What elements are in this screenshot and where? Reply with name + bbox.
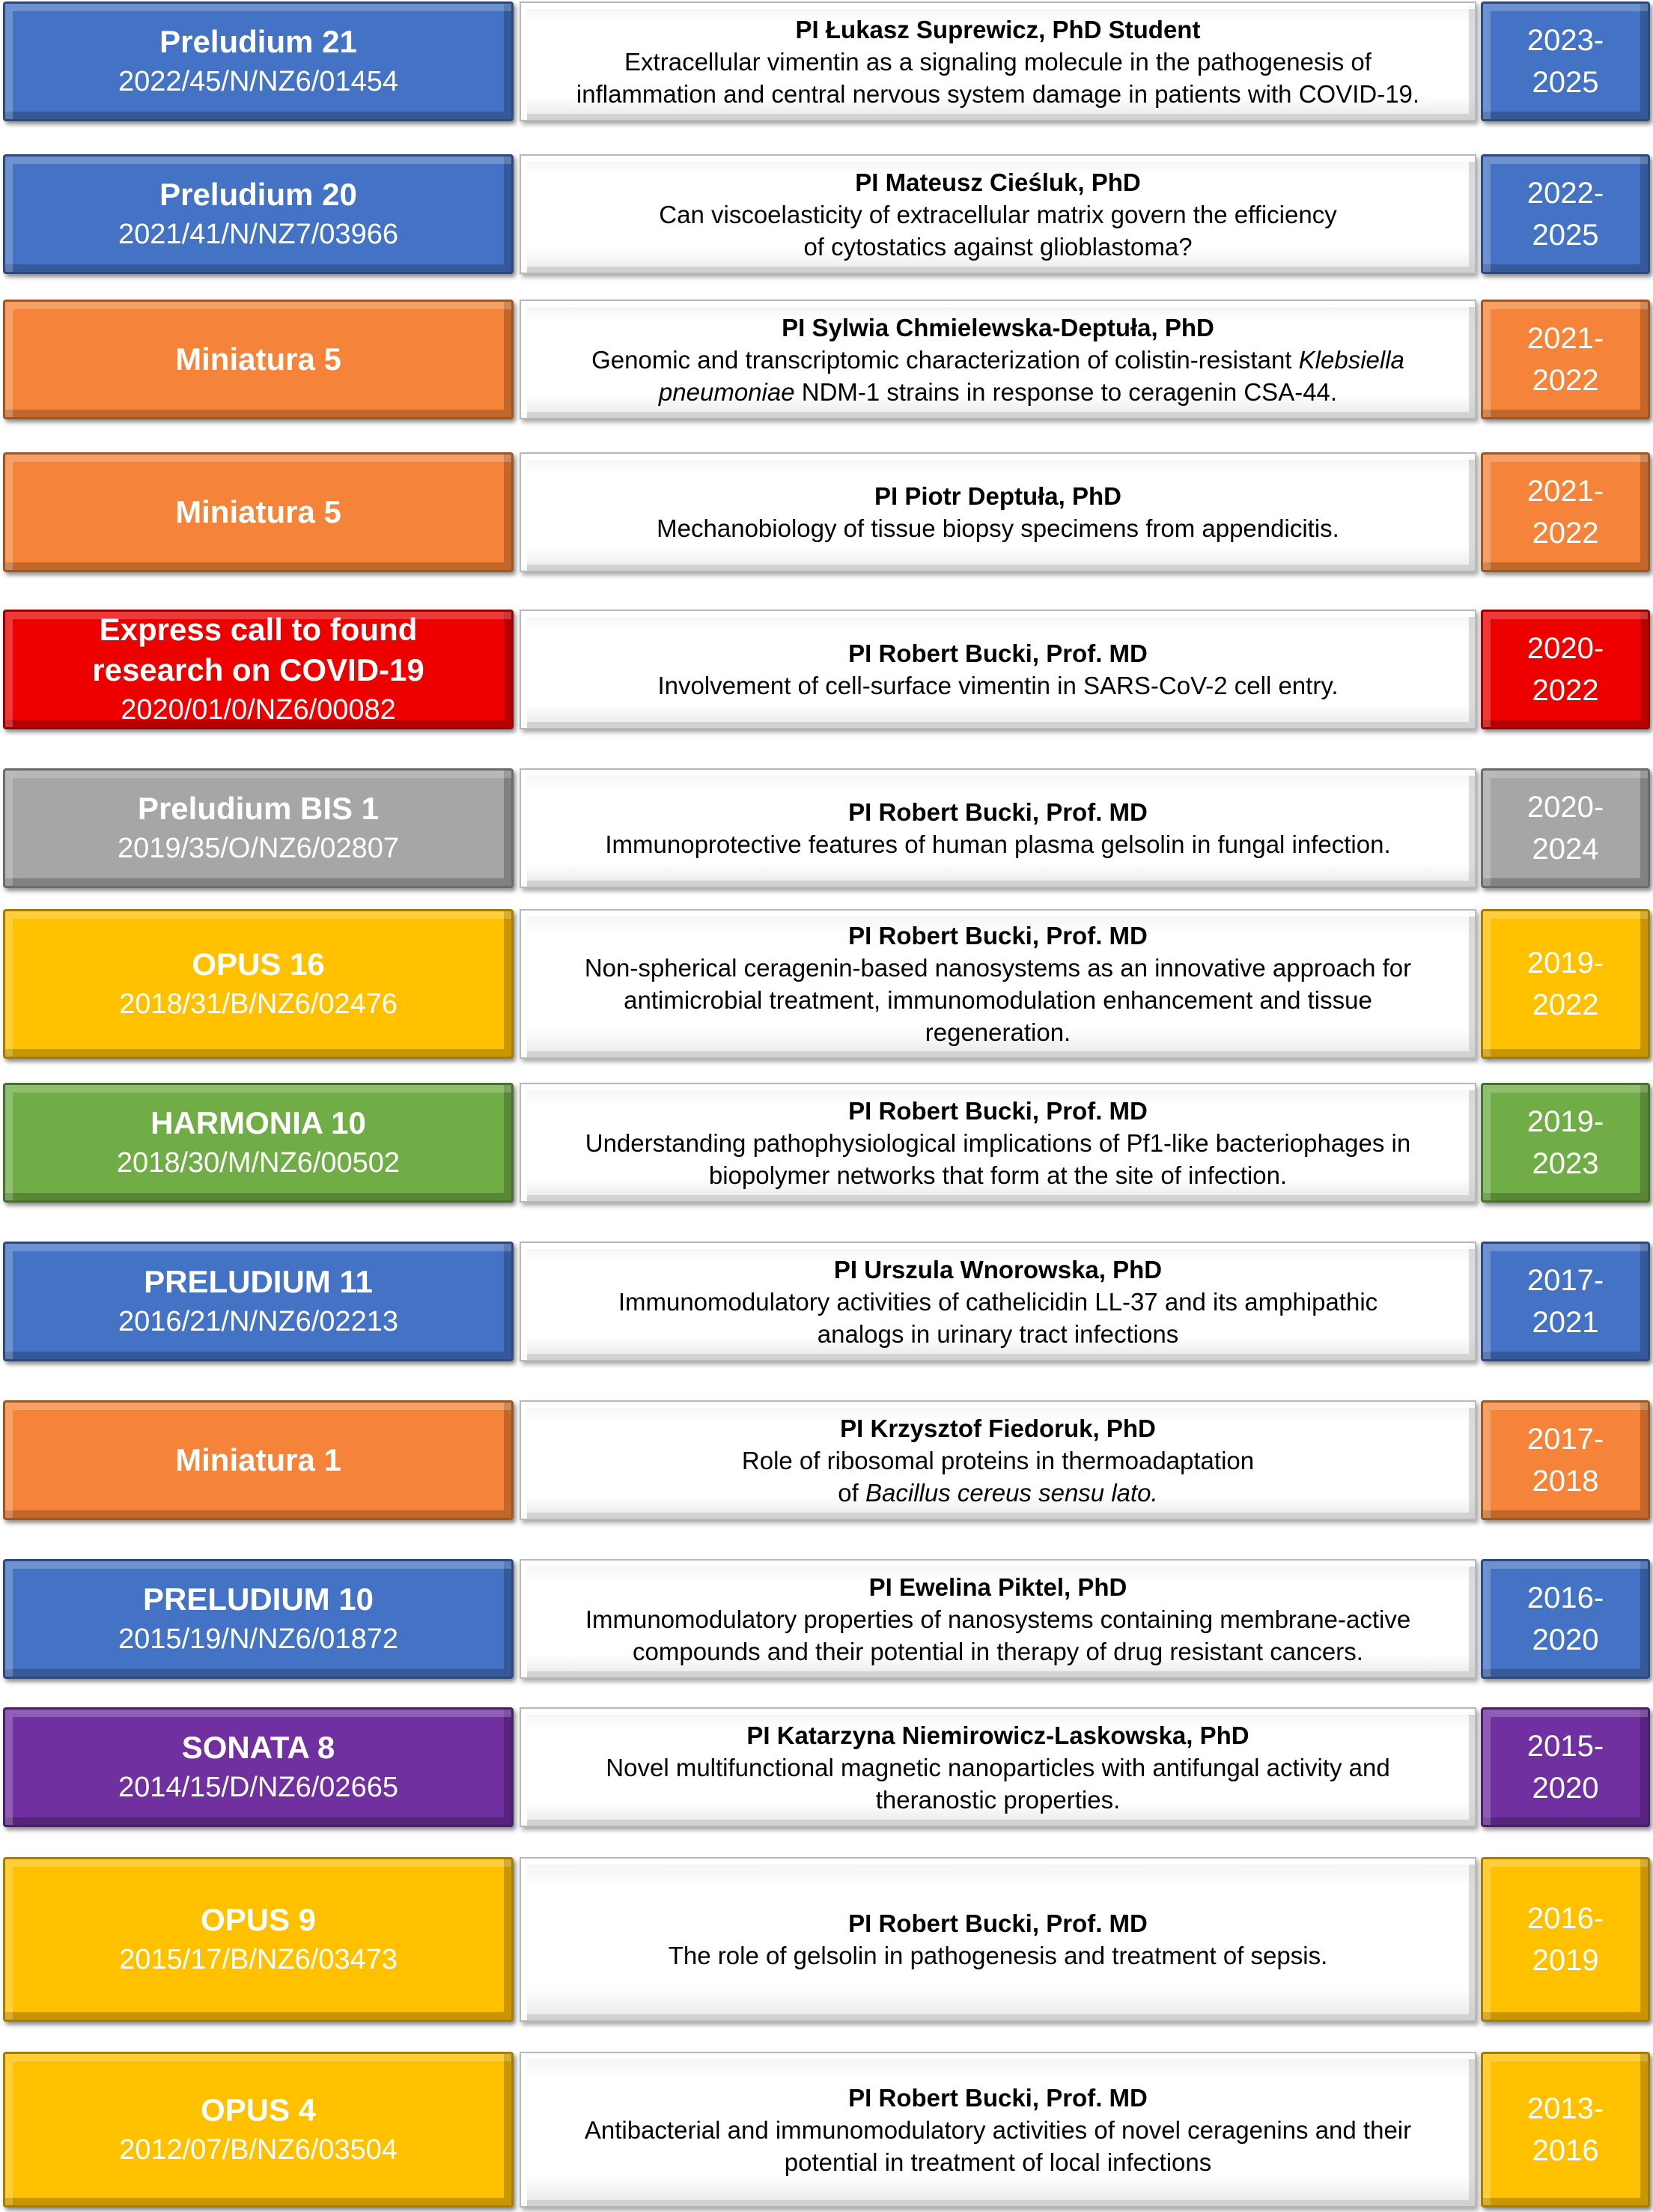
grant-number: 2015/19/N/NZ6/01872 <box>118 1623 398 1655</box>
species-name: Bacillus cereus sensu lato. <box>865 1478 1158 1507</box>
years-box <box>1481 154 1650 274</box>
project-description <box>520 1400 1476 1520</box>
years-box <box>1481 300 1650 419</box>
grant-name: Preludium BIS 1 <box>137 791 380 826</box>
grant-name: SONATA 8 <box>181 1730 335 1765</box>
title-text: biopolymer networks that form at the site of infection. <box>708 1161 1288 1189</box>
project-row <box>0 1 1653 121</box>
start-year: 2022- <box>1526 177 1604 210</box>
grant-number: 2014/15/D/NZ6/02665 <box>118 1772 398 1803</box>
project-row <box>0 300 1653 419</box>
project-description <box>520 610 1476 729</box>
title-text: Antibacterial and immunomodulatory activities of novel ceragenins and their <box>584 2115 1412 2144</box>
end-year: 2020 <box>1532 1623 1599 1656</box>
end-year: 2022 <box>1532 674 1599 707</box>
project-title-line <box>838 1477 1157 1509</box>
grant-box <box>3 1857 514 2022</box>
principal-investigator: PI Robert Bucki, Prof. MD <box>848 1909 1148 1937</box>
grant-name: Miniatura 1 <box>175 1442 341 1477</box>
project-row <box>0 1707 1653 1827</box>
start-year: 2019- <box>1526 1105 1604 1138</box>
grant-name: Preludium 20 <box>159 177 357 212</box>
grant-number: 2020/01/0/NZ6/00082 <box>121 694 396 726</box>
title-text: Genomic and transcriptomic characterization of colistin-resistant <box>591 345 1299 374</box>
end-year: 2019 <box>1532 1944 1599 1977</box>
project-description <box>520 1559 1476 1679</box>
grant-number: 2018/30/M/NZ6/00502 <box>116 1147 401 1179</box>
years-box <box>1481 909 1650 1059</box>
years-box <box>1481 1083 1650 1203</box>
principal-investigator: PI Sylwia Chmielewska-Deptuła, PhD <box>782 313 1214 341</box>
grant-box <box>3 1242 514 1361</box>
project-row <box>0 452 1653 572</box>
title-text: theranostic properties. <box>875 1785 1121 1814</box>
title-text: Extracellular vimentin as a signaling molecule in the pathogenesis of <box>624 47 1372 76</box>
grant-box <box>3 1 514 121</box>
start-year: 2020- <box>1526 791 1604 824</box>
project-title-line <box>876 1784 1121 1816</box>
project-row <box>0 909 1653 1059</box>
project-row <box>0 1857 1653 2022</box>
title-text: analogs in urinary tract infections <box>817 1319 1179 1348</box>
start-year: 2013- <box>1526 2092 1604 2125</box>
project-title-line <box>618 1286 1378 1318</box>
project-description <box>520 2052 1476 2208</box>
project-title-line <box>818 1318 1178 1350</box>
grant-number: 2015/17/B/NZ6/03473 <box>119 1944 398 1975</box>
start-year: 2019- <box>1526 947 1604 979</box>
project-row <box>0 1083 1653 1203</box>
grant-number: 2012/07/B/NZ6/03504 <box>119 2134 398 2166</box>
years-box <box>1481 1400 1650 1520</box>
project-title-line <box>624 46 1372 78</box>
project-title-line <box>606 1751 1389 1784</box>
title-text: Novel multifunctional magnetic nanoparticles with antifungal activity and <box>606 1753 1390 1781</box>
project-title-line <box>585 1127 1411 1159</box>
grant-box <box>3 300 514 419</box>
project-description <box>520 1242 1476 1361</box>
grant-name: OPUS 4 <box>200 2092 317 2127</box>
end-year: 2025 <box>1532 66 1599 99</box>
principal-investigator: PI Mateusz Cieśluk, PhD <box>855 168 1141 196</box>
years-box <box>1481 2052 1650 2208</box>
end-year: 2022 <box>1532 988 1599 1021</box>
title-text: Mechanobiology of tissue biopsy specimens from appendicitis. <box>657 514 1339 542</box>
project-description <box>520 768 1476 888</box>
grant-box <box>3 610 514 729</box>
end-year: 2016 <box>1532 2134 1599 2167</box>
principal-investigator: PI Katarzyna Niemirowicz-Laskowska, PhD <box>746 1721 1249 1749</box>
project-title-line <box>591 344 1404 376</box>
project-description <box>520 1857 1476 2022</box>
principal-investigator: PI Robert Bucki, Prof. MD <box>848 798 1148 826</box>
grant-box <box>3 1559 514 1679</box>
principal-investigator: PI Robert Bucki, Prof. MD <box>848 639 1148 667</box>
end-year: 2021 <box>1532 1306 1599 1339</box>
principal-investigator: PI Robert Bucki, Prof. MD <box>848 2083 1148 2112</box>
project-row <box>0 1242 1653 1361</box>
grant-box <box>3 1083 514 1203</box>
species-name: Klebsiella <box>1298 345 1404 374</box>
grant-number: 2018/31/B/NZ6/02476 <box>119 988 398 1020</box>
grant-number: 2016/21/N/NZ6/02213 <box>118 1306 398 1337</box>
years-box <box>1481 1242 1650 1361</box>
years-box <box>1481 452 1650 572</box>
grant-name: research on COVID-19 <box>92 652 424 687</box>
grant-number: 2019/35/O/NZ6/02807 <box>117 833 400 864</box>
start-year: 2016- <box>1526 1902 1604 1935</box>
project-row <box>0 1400 1653 1520</box>
project-description <box>520 154 1476 274</box>
grant-box <box>3 2052 514 2208</box>
project-title-line <box>659 376 1337 408</box>
start-year: 2023- <box>1526 24 1604 57</box>
project-title-line <box>742 1444 1254 1477</box>
title-text: NDM-1 strains in response to ceragenin CSA-44. <box>794 377 1338 406</box>
principal-investigator: PI Urszula Wnorowska, PhD <box>833 1255 1163 1283</box>
grant-box <box>3 1707 514 1827</box>
title-text: Role of ribosomal proteins in thermoadaptation <box>741 1446 1255 1474</box>
years-box <box>1481 1 1650 121</box>
title-text: of <box>838 1478 865 1507</box>
project-description <box>520 1083 1476 1203</box>
title-text: Non-spherical ceragenin-based nanosystems as an innovative approach for <box>584 954 1412 982</box>
principal-investigator: PI Ewelina Piktel, PhD <box>868 1573 1127 1601</box>
years-box <box>1481 1559 1650 1679</box>
title-text: of cytostatics against glioblastoma? <box>803 232 1193 261</box>
start-year: 2017- <box>1526 1423 1604 1456</box>
principal-investigator: PI Krzysztof Fiedoruk, PhD <box>840 1414 1156 1442</box>
principal-investigator: PI Robert Bucki, Prof. MD <box>848 1096 1148 1125</box>
principal-investigator: PI Piotr Deptuła, PhD <box>874 482 1122 510</box>
start-year: 2015- <box>1526 1730 1604 1763</box>
grant-name: PRELUDIUM 11 <box>144 1264 373 1299</box>
project-title-line <box>657 512 1339 544</box>
title-text: Understanding pathophysiological implications of Pf1-like bacteriophages in <box>585 1128 1411 1157</box>
years-box <box>1481 768 1650 888</box>
years-box <box>1481 1857 1650 2022</box>
project-description <box>520 300 1476 419</box>
grant-number: 2021/41/N/NZ7/03966 <box>118 219 398 250</box>
project-title-line <box>657 669 1338 702</box>
grant-name: Miniatura 5 <box>175 494 341 529</box>
start-year: 2017- <box>1526 1264 1604 1297</box>
species-name: pneumoniae <box>658 377 795 406</box>
end-year: 2022 <box>1532 364 1599 397</box>
title-text: Can viscoelasticity of extracellular matrix govern the efficiency <box>659 200 1337 228</box>
start-year: 2016- <box>1526 1581 1604 1614</box>
project-row <box>0 768 1653 888</box>
project-title-line <box>803 231 1192 263</box>
grant-box <box>3 154 514 274</box>
start-year: 2021- <box>1526 475 1604 508</box>
project-row <box>0 154 1653 274</box>
grant-box <box>3 1400 514 1520</box>
principal-investigator: PI Robert Bucki, Prof. MD <box>848 922 1148 949</box>
grant-box <box>3 452 514 572</box>
grant-name: HARMONIA 10 <box>150 1105 366 1140</box>
end-year: 2022 <box>1532 517 1599 550</box>
project-title-line <box>605 828 1390 860</box>
grant-name: Express call to found <box>99 612 418 647</box>
years-box <box>1481 610 1650 729</box>
project-title-line <box>585 952 1411 984</box>
project-title-line <box>659 198 1336 231</box>
grant-name: Miniatura 5 <box>175 341 341 377</box>
project-row <box>0 1559 1653 1679</box>
title-text: inflammation and central nervous system damage in patients with COVID-19. <box>576 79 1420 108</box>
principal-investigator: PI Łukasz Suprewicz, PhD Student <box>795 15 1201 43</box>
end-year: 2020 <box>1532 1772 1599 1805</box>
project-title-line <box>585 2114 1411 2146</box>
end-year: 2024 <box>1532 833 1599 866</box>
title-text: Immunomodulatory properties of nanosystems containing membrane-active <box>585 1605 1411 1633</box>
project-title-line <box>785 2146 1212 2178</box>
project-title-line <box>925 1016 1071 1048</box>
project-title-line <box>709 1159 1287 1191</box>
end-year: 2025 <box>1532 219 1599 252</box>
project-row <box>0 2052 1653 2208</box>
project-title-line <box>585 1603 1410 1635</box>
title-text: regeneration. <box>925 1018 1071 1046</box>
years-box <box>1481 1707 1650 1827</box>
project-title-line <box>633 1635 1363 1668</box>
project-description <box>520 909 1476 1059</box>
end-year: 2018 <box>1532 1465 1599 1498</box>
project-description <box>520 1 1476 121</box>
start-year: 2020- <box>1526 632 1604 665</box>
project-title-line <box>669 1939 1328 1972</box>
grant-number: 2022/45/N/NZ6/01454 <box>118 66 398 97</box>
title-text: compounds and their potential in therapy of drug resistant cancers. <box>633 1637 1363 1665</box>
project-title-line <box>576 78 1419 110</box>
project-title-line <box>624 984 1372 1016</box>
start-year: 2021- <box>1526 322 1604 355</box>
title-text: Immunoprotective features of human plasma gelsolin in fungal infection. <box>605 830 1391 858</box>
grant-box <box>3 768 514 888</box>
end-year: 2023 <box>1532 1147 1599 1180</box>
grant-name: OPUS 16 <box>192 947 325 982</box>
grant-name: PRELUDIUM 10 <box>142 1581 374 1617</box>
grant-name: OPUS 9 <box>200 1902 317 1937</box>
title-text: Immunomodulatory activities of cathelicidin LL-37 and its amphipathic <box>618 1287 1378 1316</box>
title-text: antimicrobial treatment, immunomodulation enhancement and tissue <box>624 986 1372 1014</box>
project-description <box>520 1707 1476 1827</box>
grant-box <box>3 909 514 1059</box>
project-row <box>0 610 1653 729</box>
grant-name: Preludium 21 <box>159 24 357 59</box>
title-text: potential in treatment of local infections <box>784 2148 1212 2176</box>
title-text: The role of gelsolin in pathogenesis and treatment of sepsis. <box>668 1942 1328 1969</box>
title-text: Involvement of cell-surface vimentin in SARS-CoV-2 cell entry. <box>657 672 1339 699</box>
project-description <box>520 452 1476 572</box>
